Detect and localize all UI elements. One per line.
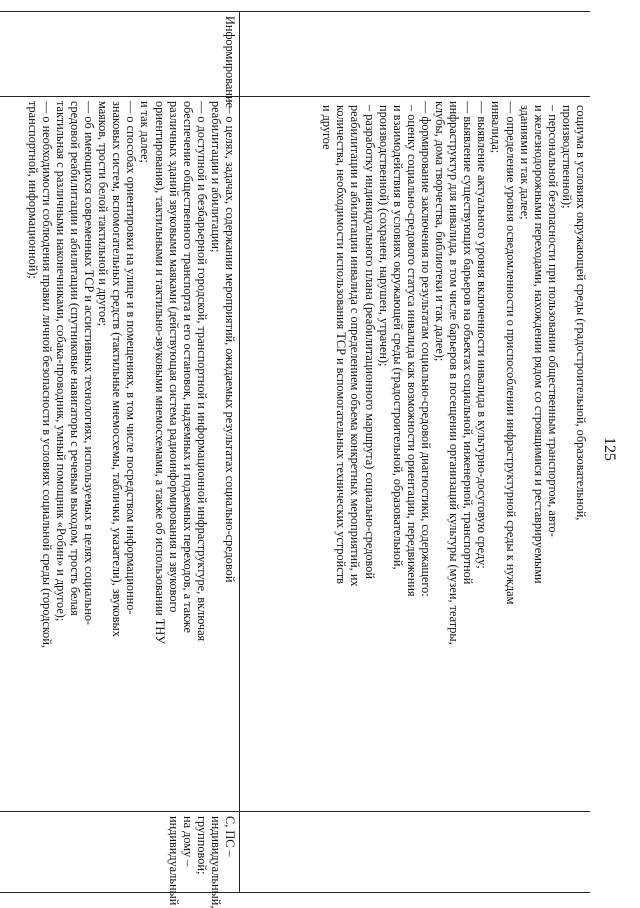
text-line: производственной); <box>559 105 574 209</box>
text-line: тактильная с различными наконечниками, собака-проводник, умный помощник «Робин» и другое); <box>53 101 68 622</box>
text-line: — определение уровня осведомленности о приспособлении инфраструктурной среды к нуждам <box>503 101 518 605</box>
table-row <box>239 12 590 892</box>
text-line: обеспечение общественного транспорта и его остановок, надземных и подземных переходов, а также <box>180 101 195 633</box>
text-line: клубы, дома творчества, библиотеки и так далее); <box>433 101 448 362</box>
rotated-page-content <box>0 11 590 908</box>
format-line: на дому – <box>181 816 195 867</box>
table-row <box>0 12 239 908</box>
page-number: 125 <box>601 437 618 461</box>
text-line: транспортной, информационной); <box>25 101 40 279</box>
text-line: — формирование заключения по результатам социально-средовой диагностики, содержащего: <box>418 101 433 597</box>
text-line: — о способах ориентировки на улице и в помещениях, в том числе посредством информационно- <box>124 101 139 615</box>
row-content-cell <box>0 97 239 812</box>
text-line: производственной) (сохранен, нарушен, утрачен); <box>376 105 391 367</box>
row-content-cell <box>240 97 590 812</box>
text-line: и так далее; <box>138 101 153 163</box>
text-line: знаковых систем, вспомогательных средств (тактильные мнемосхемы, таблички, указатели), звуковых <box>110 101 125 637</box>
text-line: инвалида; <box>489 101 504 154</box>
row-format-cell <box>0 812 239 908</box>
text-line: социума в условиях окружающей среды (градостроительной, образовательной, <box>574 105 588 521</box>
text-line: — об имеющихся современных ТСР и ассистивных технологиях, используемых в целях социально- <box>82 101 97 626</box>
row-label-cell <box>0 12 239 108</box>
text-line: количества, необходимости использования ТСР и вспомогательных технических устройств <box>334 105 349 584</box>
text-line: различных зданий звуковыми маяками (действующая система радиоинформирования и звукового <box>166 101 181 613</box>
text-line: реабилитации и абилитации инвалида с определением объема конкретных мероприятий, их <box>348 105 363 587</box>
text-line: и взаимодействия в условиях окружающей среды (градостроительной, образовательной, <box>390 105 405 570</box>
content-table <box>0 11 590 908</box>
text-line: – оценку социально-средового статуса инвалида как возможности ориентации, передвижения <box>404 105 419 597</box>
text-line: — о доступной и безбарьерной городской, транспортной и информационной инфраструктуре, включая <box>194 101 209 642</box>
text-line: реабилитации и абилитации; <box>208 101 223 253</box>
text-line: ориентирования), тактильными и тактильно-звуковыми мнемосхемами, а также об использовании ТНУ <box>152 101 167 644</box>
text-line: инфраструктур для инвалида, в том числе барьеров в посещении организаций культуры (музеи, театры, <box>447 101 462 645</box>
text-line: – персональной безопасности при пользовании общественным транспортом, авто- <box>545 105 560 537</box>
format-line: индивидуальный <box>167 816 181 906</box>
text-line: средовой реабилитации и абилитации (спутниковые навигаторы с речевым выходом, трость белая <box>67 101 82 616</box>
format-line: групповой; <box>195 816 209 875</box>
row-label-cell <box>240 12 590 97</box>
text-line: — о необходимости соблюдения правил личной безопасности в условиях социальной среды (городской, <box>39 101 54 648</box>
row-label: Информирование <box>223 16 237 108</box>
text-line: маяков, трости белой тактильной и другое; <box>96 101 111 327</box>
text-line: и другое <box>320 105 335 150</box>
text-line: зданиями и так далее; <box>517 105 532 220</box>
text-line: – разработку индивидуального плана (реабилитационного маршрута) социально-средовой <box>362 105 377 579</box>
format-line: С, ПС – <box>223 816 237 857</box>
text-line: и железнодорожными переходами, нахождении рядом со строящимися и реставрируемыми <box>531 105 546 584</box>
row-format-cell <box>240 812 590 892</box>
format-line: индивидуальный, <box>209 816 223 908</box>
text-line: — выявление существующих барьеров на объектах социальной, инженерной, транспортной <box>461 101 476 585</box>
text-line: — о целях, задачах, содержании мероприятий, ожидаемых результатах социально-средовой <box>223 101 237 583</box>
text-line: — выявление актуального уровня включенности инвалида в культурно-досуговую среду; <box>475 101 490 569</box>
